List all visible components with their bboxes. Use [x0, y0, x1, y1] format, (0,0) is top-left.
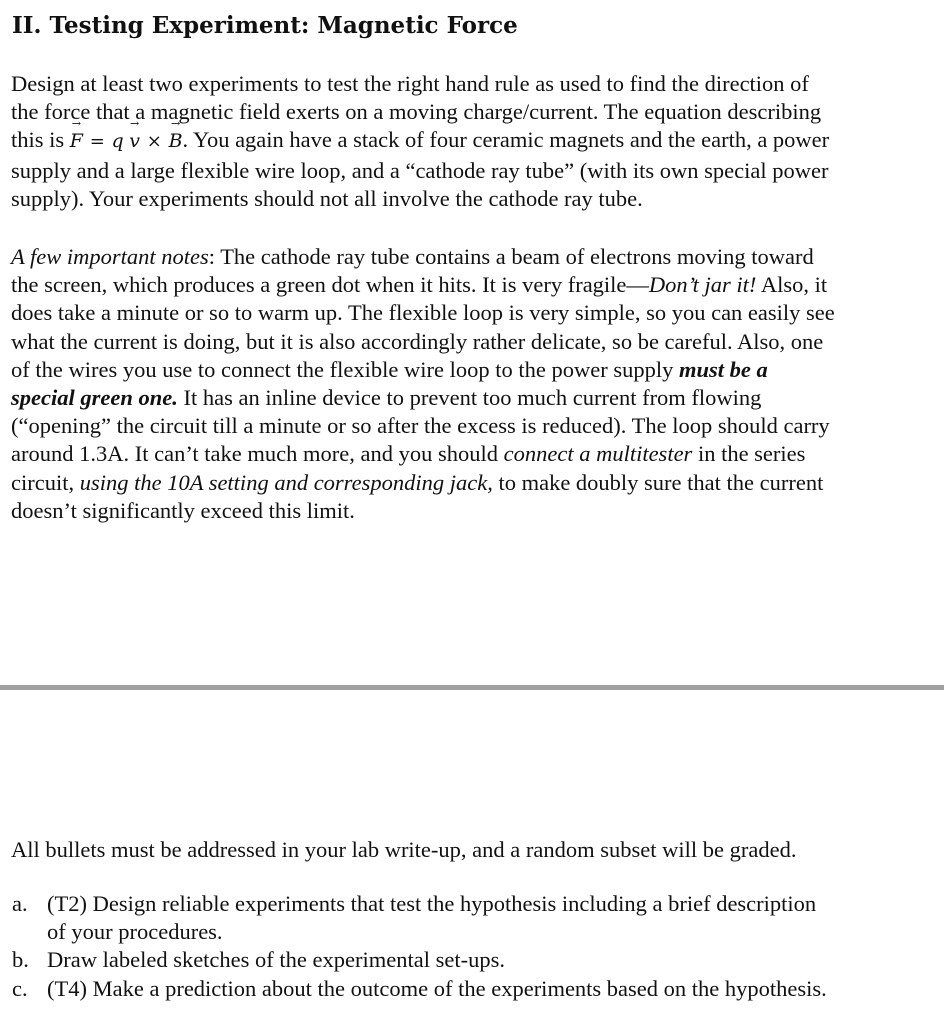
notes-line-9-a: circuit,	[11, 469, 80, 495]
setting-note: using the 10A setting and corresponding jack,	[79, 469, 493, 495]
notes-line-4: what the current is doing, but it is also accordingly rather delicate, so be careful. Also, one	[11, 328, 824, 354]
intro-line-2: the force that a magnetic field exerts on a moving charge/current. The equation describing	[11, 99, 822, 125]
notes-line-2	[11, 271, 933, 299]
notes-line-5-a: of the wires you use to connect the flexible wire loop to the power supply	[11, 356, 679, 382]
section-divider	[0, 685, 944, 690]
notes-line-8-a: around 1.3A. It can’t take much more, and you should	[11, 441, 504, 467]
task-list	[0, 890, 944, 1003]
task-b-line-1: Draw labeled sketches of the experimental set-ups.	[47, 947, 505, 973]
notes-line-5	[11, 356, 933, 384]
notes-line-7: (“opening” the circuit till a minute or so after the excess is reduced). The loop should carry	[11, 413, 830, 439]
velocity-vector: → v	[129, 130, 140, 152]
grading-instructions: All bullets must be addressed in your lab write-up, and a random subset will be graded.	[11, 837, 797, 862]
intro-line-4: supply and a large flexible wire loop, and a “cathode ray tube” (with its own special power	[11, 157, 829, 183]
task-c-line-1: (T4) Make a prediction about the outcome of the experiments based on the hypothesis.	[47, 975, 827, 1001]
green-wire-warning-1: must be a	[678, 356, 768, 382]
notes-line-2-b: Also, it	[756, 272, 828, 298]
notes-line-6-b: It has an inline device to prevent too much current from flowing	[177, 385, 762, 411]
task-marker-c: c.	[12, 975, 28, 1001]
notes-line-10: doesn’t significantly exceed this limit.	[11, 497, 355, 523]
fragile-warning: Don’t jar it!	[648, 272, 757, 298]
force-equation	[70, 127, 183, 152]
notes-line-8	[11, 440, 933, 468]
task-marker-b: b.	[12, 947, 29, 973]
notes-line-2-a: the screen, which produces a green dot when it hits. It is very fragile—	[11, 272, 649, 298]
task-a-line-1: (T2) Design reliable experiments that test the hypothesis including a brief description	[47, 891, 817, 916]
task-item-a	[0, 890, 944, 946]
equals-sign: =	[83, 131, 111, 153]
field-vector: → B	[169, 130, 183, 152]
section-title: II. Testing Experiment: Magnetic Force	[12, 12, 518, 39]
intro-line-3-prefix: this is	[11, 127, 70, 153]
notes-line-3: does take a minute or so to warm up. The flexible loop is very simple, so you can easily see	[11, 300, 835, 326]
intro-line-1: Design at least two experiments to test the right hand rule as used to find the direction of	[11, 71, 809, 96]
cross-product-sign: ×	[141, 131, 168, 153]
notes-line-9	[11, 469, 933, 497]
intro-paragraph	[11, 70, 933, 213]
notes-label: A few important notes	[11, 244, 209, 269]
task-a-line-2: of your procedures.	[47, 919, 223, 945]
charge-symbol: q	[111, 130, 124, 153]
intro-line-3-suffix: . You again have a stack of four ceramic magnets and the earth, a power	[182, 127, 830, 153]
task-item-b	[0, 946, 944, 974]
notes-line-6	[11, 384, 933, 412]
multitester-note: connect a multitester	[503, 441, 693, 467]
task-marker-a: a.	[12, 891, 28, 916]
notes-paragraph	[11, 243, 933, 525]
intro-line-3	[11, 126, 933, 156]
intro-line-5: supply). Your experiments should not all involve the cathode ray tube.	[11, 185, 643, 211]
notes-line-9-b: to make doubly sure that the current	[492, 469, 824, 495]
green-wire-warning-2: special green one.	[11, 385, 178, 411]
force-vector: → F	[70, 130, 83, 152]
task-item-c	[0, 975, 944, 1003]
notes-line-1-text: : The cathode ray tube contains a beam of electrons moving toward	[208, 244, 814, 269]
notes-line-8-b: in the series	[692, 441, 806, 467]
notes-line-1	[11, 243, 933, 271]
